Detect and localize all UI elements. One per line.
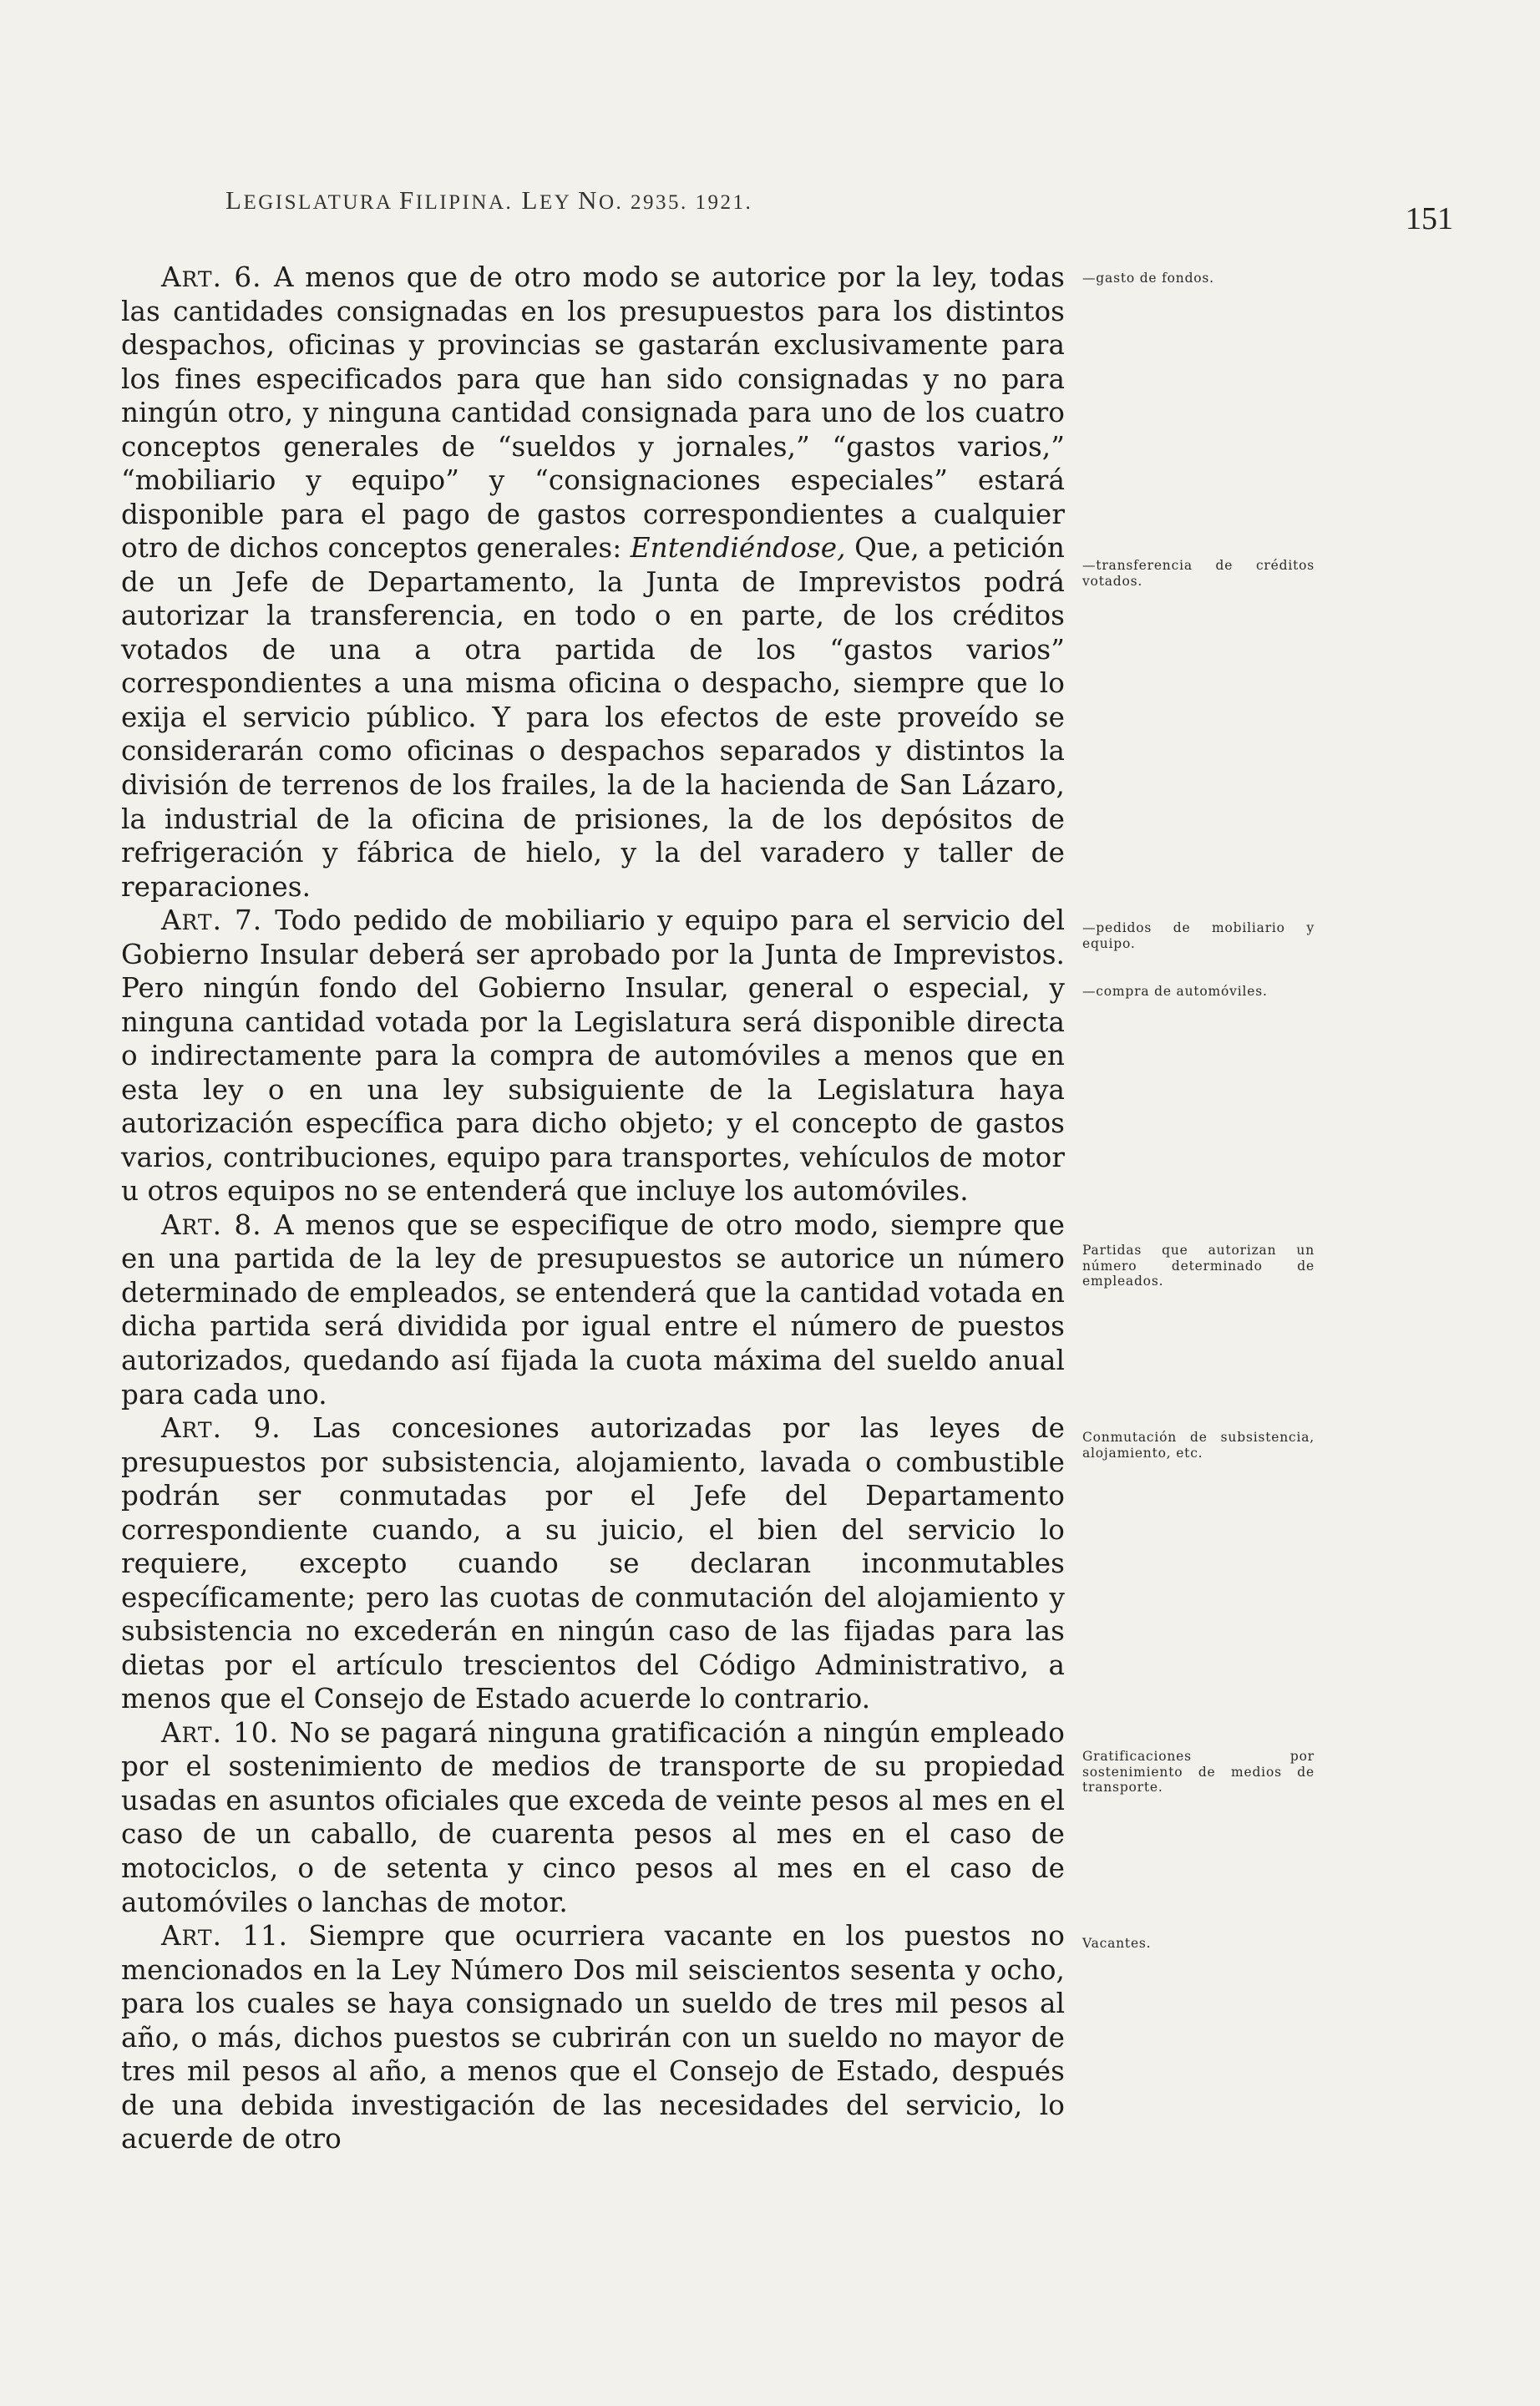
margin-note-gasto-fondos: —gasto de fondos. <box>1082 271 1214 286</box>
margin-note-partidas-empleados: Partidas que autorizan un número determinado de empleados. <box>1082 1243 1315 1289</box>
article-11 <box>121 1919 1065 2156</box>
margin-note-transferencia: —transferencia de créditos votados. <box>1082 558 1315 589</box>
article-italic-term: Entendiéndose, <box>630 532 846 565</box>
article-label: ART. 7. <box>161 904 276 937</box>
article-text-continued: Que, a petición de un Jefe de Departamento, la Junta de Imprevistos podrá autorizar la transferencia, en todo o en parte, de los créditos votados de una a otra partida de los “gastos varios” correspondientes a una misma oficina o despacho, siempre que lo exija el servicio público. Y para los efectos de este proveído se considerarán como oficinas o despachos separados y distintos la división de terrenos de los frailes, la de la hacienda de San Lázaro, la industrial de la oficina de prisiones, la de los depósitos de refrigeración y fábrica de hielo, y la del varadero y taller de reparaciones. <box>121 532 1065 903</box>
article-label: ART. 9. <box>161 1412 313 1445</box>
article-text: Todo pedido de mobiliario y equipo para el servicio del Gobierno Insular deberá ser aprobado por la Junta de Imprevistos. Pero ningún fondo del Gobierno Insular, general o especial, y ninguna cantidad votada por la Legislatura será disponible directa o indirectamente para la compra de automóviles a menos que en esta ley o en una ley subsiguiente de la Legislatura haya autorización específica para dicho objeto; y el concepto de gastos varios, contribuciones, equipo para transportes, vehículos de motor u otros equipos no se entenderá que incluye los automóviles. <box>121 904 1065 1208</box>
margin-note-pedidos-mobiliario: —pedidos de mobiliario y equipo. <box>1082 920 1315 951</box>
margin-note-vacantes: Vacantes. <box>1082 1936 1152 1951</box>
article-label: ART. 11. <box>161 1920 309 1953</box>
article-text: Siempre que ocurriera vacante en los puestos no mencionados en la Ley Número Dos mil seiscientos sesenta y ocho, para los cuales se haya consignado un sueldo de tres mil pesos al año, o más, dichos puestos se cubrirán con un sueldo no mayor de tres mil pesos al año, a menos que el Consejo de Estado, después de una debida investigación de las necesidades del servicio, lo acuerde de otro <box>121 1920 1065 2155</box>
article-6 <box>121 261 1065 904</box>
page-header <box>225 185 1453 236</box>
article-7 <box>121 904 1065 1208</box>
article-text: No se pagará ninguna gratificación a ningún empleado por el sostenimiento de medios de transporte de su propiedad usadas en asuntos oficiales que exceda de veinte pesos al mes en el caso de un caballo, de cuarenta pesos al mes en el caso de motociclos, o de setenta y cinco pesos al mes en el caso de automóviles o lanchas de motor. <box>121 1716 1065 1918</box>
margin-note-compra-automoviles: —compra de automóviles. <box>1082 984 1268 999</box>
running-title: LEGISLATURA FILIPINA. LEY NO. 2935. 1921. <box>225 185 753 215</box>
article-9 <box>121 1411 1065 1716</box>
page-number: 151 <box>1406 201 1453 236</box>
article-8 <box>121 1208 1065 1411</box>
article-text: Las concesiones autorizadas por las leyes de presupuestos por subsistencia, alojamiento, lavada o combustible podrán ser conmutadas por el Jefe del Departamento correspondiente cuando, a su juicio, el bien del servicio lo requiere, excepto cuando se declaran inconmutables específicamente; pero las cuotas de conmutación del alojamiento y subsistencia no excederán en ningún caso de las fijadas para las dietas por el artículo trescientos del Código Administrativo, a menos que el Consejo de Estado acuerde lo contrario. <box>121 1412 1065 1715</box>
article-10 <box>121 1716 1065 1919</box>
margin-note-conmutacion: Conmutación de subsistencia, alojamiento, etc. <box>1082 1430 1315 1461</box>
article-label: ART. 10. <box>161 1716 290 1749</box>
article-label: ART. 8. <box>161 1208 275 1241</box>
margin-note-gratificaciones: Gratificaciones por sostenimiento de medios de transporte. <box>1082 1749 1315 1796</box>
body-text <box>121 261 1065 2156</box>
article-label: ART. 6. <box>161 261 274 293</box>
article-text: A menos que de otro modo se autorice por la ley, todas las cantidades consignadas en los presupuestos para los distintos despachos, oficinas y provincias se gastarán exclusivamente para los fines especificados para que han sido consignadas y no para ningún otro, y ninguna cantidad consignada para uno de los cuatro conceptos generales de “sueldos y jornales,” “gastos varios,” “mobiliario y equipo” y “consignaciones especiales” estará disponible para el pago de gastos correspondientes a cualquier otro de dichos conceptos generales: <box>121 261 1065 565</box>
article-text: A menos que se especifique de otro modo, siempre que en una partida de la ley de presupuestos se autorice un número determinado de empleados, se entenderá que la cantidad votada en dicha partida será dividida por igual entre el número de puestos autorizados, quedando así fijada la cuota máxima del sueldo anual para cada uno. <box>121 1208 1066 1411</box>
